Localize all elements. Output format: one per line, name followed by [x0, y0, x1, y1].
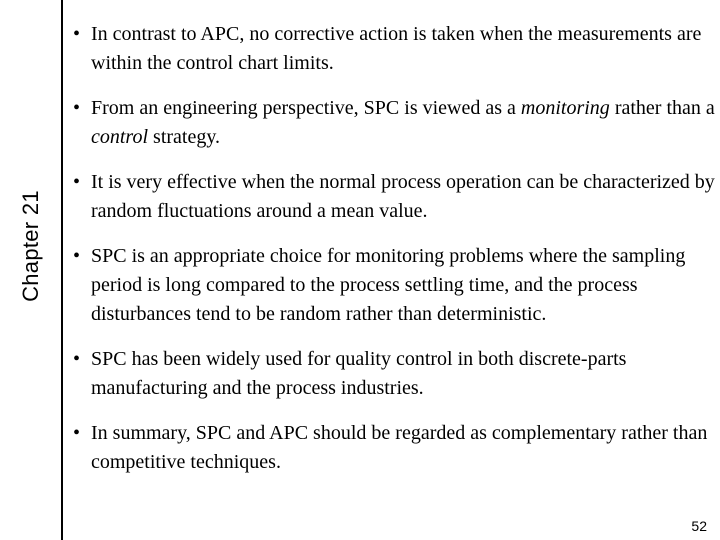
bullet-text-segment: In summary, SPC and APC should be regarded as complementary rather than competitive techniques. — [91, 422, 708, 473]
bullet-item — [70, 419, 716, 477]
bullet-marker: • — [73, 348, 81, 370]
bullet-marker: • — [73, 422, 81, 444]
bullet-item — [70, 94, 716, 152]
bullet-text — [91, 422, 707, 473]
bullet-text — [91, 171, 715, 222]
bullet-marker: • — [73, 97, 81, 119]
bullet-text-emphasis: control — [91, 126, 149, 148]
bullet-text-emphasis: monitoring — [520, 97, 610, 119]
bullet-list — [70, 20, 716, 493]
bullet-text — [91, 348, 626, 399]
bullet-item — [70, 242, 716, 329]
sidebar-divider — [61, 0, 63, 540]
bullet-marker: • — [73, 245, 81, 267]
bullet-text-segment: SPC is an appropriate choice for monitoring problems where the sampling period is long compared to the process settling time, and the process disturbances tend to be random rather than deterministic. — [91, 245, 686, 325]
chapter-label: Chapter 21 — [18, 190, 43, 302]
bullet-item — [70, 20, 716, 78]
bullet-text-segment: In contrast to APC, no corrective action is taken when the measurements are within the control chart limits. — [91, 23, 702, 74]
bullet-text — [91, 97, 715, 148]
bullet-text — [91, 23, 701, 74]
bullet-marker: • — [73, 23, 81, 45]
bullet-text — [91, 245, 685, 325]
bullet-text-segment: It is very effective when the normal process operation can be characterized by random fluctuations around a mean value. — [91, 171, 715, 222]
bullet-item — [70, 168, 716, 226]
bullet-text-segment: rather than a — [609, 97, 715, 119]
bullet-text-segment: SPC has been widely used for quality control in both discrete-parts manufacturing and the process industries. — [91, 348, 627, 399]
bullet-text-segment: strategy. — [148, 126, 221, 148]
bullet-text-segment: From an engineering perspective, SPC is viewed as a — [91, 97, 521, 119]
page-number: 52 — [691, 518, 707, 534]
bullet-item — [70, 345, 716, 403]
bullet-marker: • — [73, 171, 81, 193]
